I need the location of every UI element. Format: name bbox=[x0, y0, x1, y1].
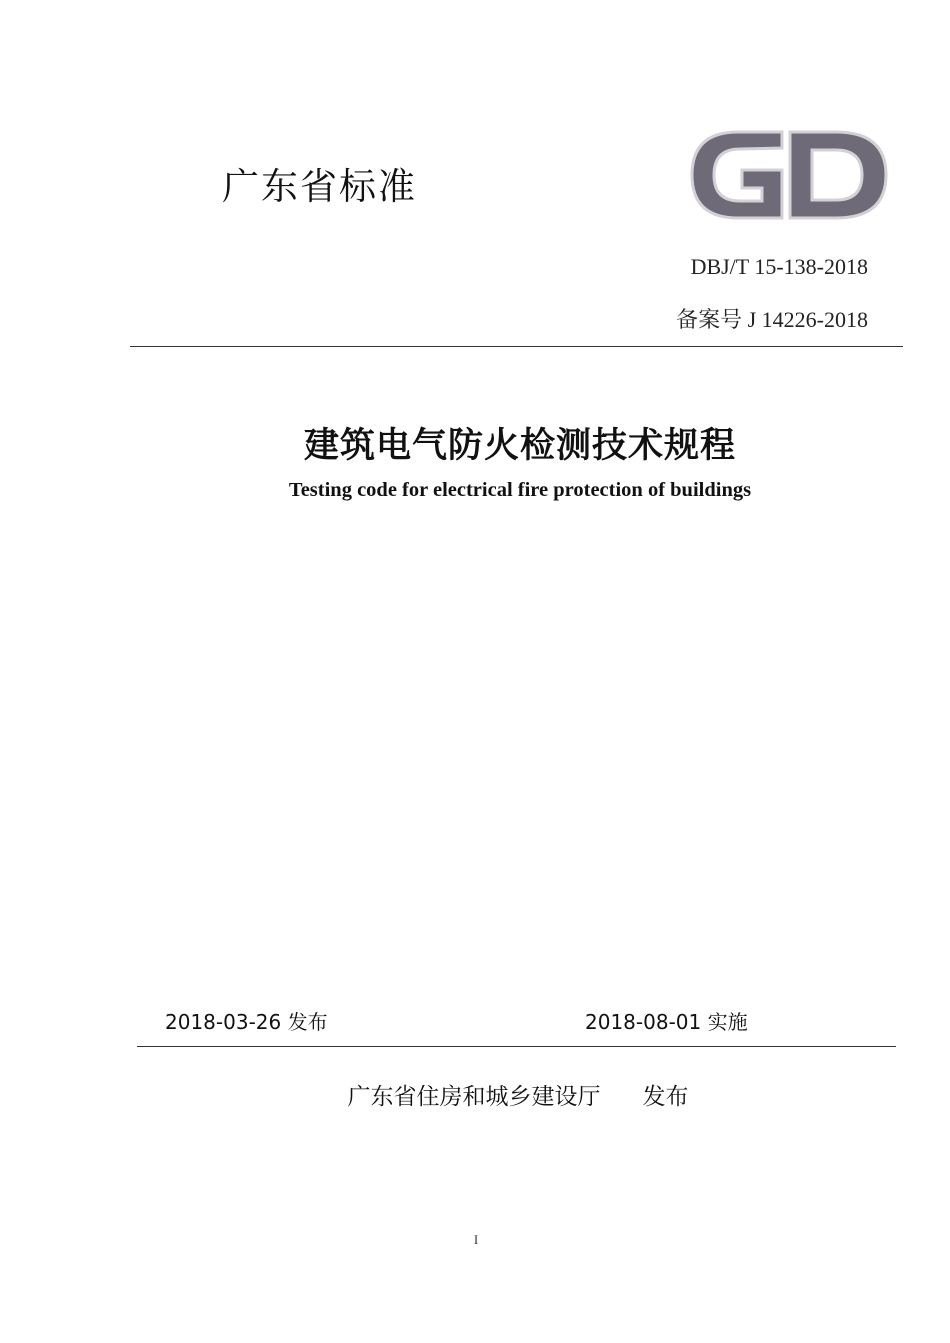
bottom-divider bbox=[137, 1046, 896, 1047]
standard-type-title: 广东省标准 bbox=[222, 165, 417, 208]
document-title-zh: 建筑电气防火检测技术规程 bbox=[303, 426, 736, 466]
record-number: 备案号 J 14226-2018 bbox=[676, 307, 868, 332]
logo-d-shape bbox=[790, 132, 886, 218]
page-number: I bbox=[473, 1232, 479, 1247]
logo-g-shape bbox=[692, 132, 782, 218]
publisher-action: 发布 bbox=[642, 1084, 689, 1110]
document-title-en: Testing code for electrical fire protection of buildings bbox=[288, 479, 752, 501]
issue-date: 2018-03-26 发布 bbox=[165, 1010, 328, 1034]
implement-date: 2018-08-01 实施 bbox=[585, 1010, 748, 1034]
publisher-name: 广东省住房和城乡建设厅 bbox=[347, 1084, 601, 1110]
gd-logo bbox=[686, 126, 892, 224]
standard-code: DBJ/T 15-138-2018 bbox=[690, 254, 868, 279]
publisher-line bbox=[0, 1078, 950, 1111]
top-divider bbox=[130, 346, 903, 347]
